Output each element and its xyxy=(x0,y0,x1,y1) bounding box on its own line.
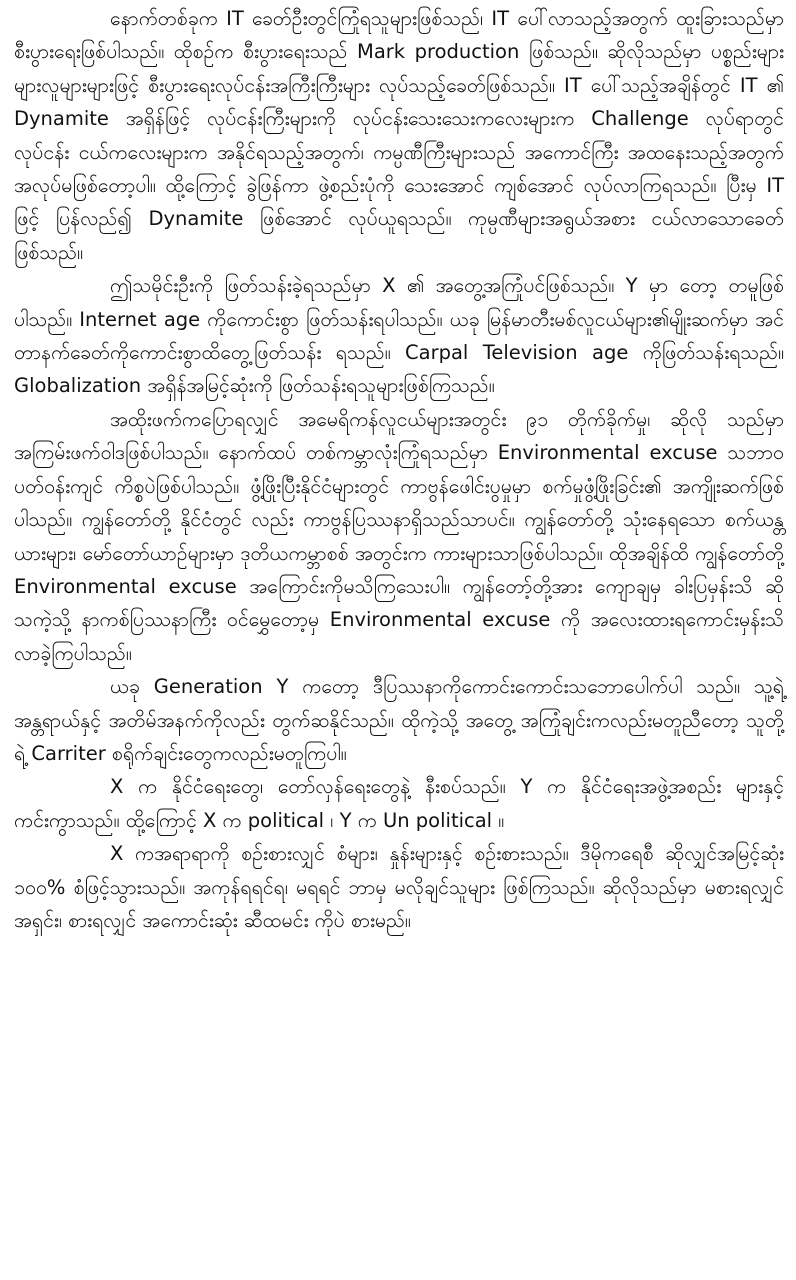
paragraph-political: X က နိုင်ငံရေးတွေ၊ တော်လှန်ရေးတွေနဲ့ နီးစပ်သည်။ Y က နိုင်ငံရေးအဖွဲ့အစည်း များနှင့် ကင်းကွာသည်။ ထို့ကြောင့် X က political ၊ Y က Un political ။ xyxy=(14,775,784,832)
paragraph-standards: X ကအရာရာကို စဉ်းစားလျှင် စံများ၊ နှုန်းများနှင့် စဉ်းစားသည်။ ဒီမိုကရေစီ ဆိုလျှင်အမြင့်ဆုံး ၁၀၀% စံဖြင့်သွားသည်။ အကုန်ရရင်ရ၊ မရရင် ဘာမှ မလိုချင်သူများ ဖြစ်ကြသည်။ ဆိုလိုသည်မှာ မစားရလျှင်အရှင်း၊ စားရလျှင် အကောင်းဆုံး ဆီထမင်း ကိုပဲ စားမည်။ xyxy=(14,842,784,932)
paragraph-internet-age: ဤသမိုင်းဦးကို ဖြတ်သန်းခဲ့ရသည်မှာ X ၏ အတွေ့အကြုံပင်ဖြစ်သည်။ Y မှာ တော့ တမူဖြစ်ပါသည်။ Internet age ကိုကောင်းစွာ ဖြတ်သန်းရပါသည်။ ယခု မြန်မာတီးမစ်လူငယ်များ၏မျိုးဆက်မှာ အင်တာနက်ခေတ်ကိုကောင်းစွာထိတွေ့ဖြတ်သန်း ရသည်။ Carpal Television age ကိုဖြတ်သန်းရသည်။ Globalization အရှိန်အမြင့်ဆုံးကို ဖြတ်သန်းရသူများဖြစ်ကြသည်။ xyxy=(14,274,784,398)
paragraph-it-era: နောက်တစ်ခုက IT ခေတ်ဦးတွင်ကြုံရသူများဖြစ်သည်၊ IT ပေါ်လာသည့်အတွက် ထူးခြားသည်မှာ စီးပွားရေးဖြစ်ပါသည်။ ထိုစဉ်က စီးပွားရေးသည် Mark production ဖြစ်သည်။ ဆိုလိုသည်မှာ ပစ္စည်းများများလူများများဖြင့် စီးပွားရေးလုပ်ငန်းအကြီးကြီးများ လုပ်သည့်ခေတ်ဖြစ်သည်။ IT ပေါ်သည့်အချိန်တွင် IT ၏ Dynamite အရှိန်ဖြင့် လုပ်ငန်းကြီးများကို လုပ်ငန်းသေးသေးကလေးများက Challenge လုပ်ရာတွင် လုပ်ငန်း ငယ်ကလေးများက အနိုင်ရသည့်အတွက်၊ ကမ္ပဏီကြီးများသည် အကောင်ကြီး အထနေးသည့်အတွက် အလုပ်မဖြစ်တော့ပါ။ ထို့ကြောင့် ခွဲဖြန်ကာ ဖွဲ့စည်းပုံကို သေးအောင် ကျစ်အောင် လုပ်လာကြရသည်။ ပြီးမှ IT ဖြင့် ပြန်လည်၍ Dynamite ဖြစ်အောင် လုပ်ယူရသည်။ ကုမ္ပဏီများအရွယ်အစား ငယ်လာသောခေတ်ဖြစ်သည်။ xyxy=(14,7,784,264)
paragraph-environmental: အထိုးဖက်ကပြောရလျှင် အမေရိကန်လူငယ်များအတွင်း ၉၁ တိုက်ခိုက်မှု၊ ဆိုလို သည်မှာ အကြမ်းဖက်ဝါဒဖြစ်ပါသည်။ နောက်ထပ် တစ်ကမ္ဘာလုံးကြုံရသည်မှာ Environmental excuse သဘာဝပတ်ဝန်းကျင် ကိစ္စပဲဖြစ်ပါသည်။ ဖွံ့ဖြိုးပြီးနိုင်ငံများတွင် ကာဗွန်ဖေါင်းပွမှုမှာ စက်မှုဖွံ့ဖြိုးခြင်း၏ အကျိုးဆက်ဖြစ်ပါသည်။ ကျွန်တော်တို့ နိုင်ငံတွင် လည်း ကာဗွန်ပြဿနာရှိသည်သာပင်။ ကျွန်တော်တို့ သုံးနေရသော စက်ယန္တယားများ၊ မော်တော်ယာဉ်များမှာ ဒုတိယကမ္ဘာစစ် အတွင်းက ကားများသာဖြစ်ပါသည်။ ထိုအချိန်ထိ ကျွန်တော်တို့ Environmental excuse အကြောင်းကိုမသိကြသေးပါ။ ကျွန်တော့်တို့အား ကျောချမှ ခါးပြမှန်းသိ ဆိုသကဲ့သို့ နာကစ်ပြဿနာကြီး ဝင်မွှေတော့မှ Environmental excuse ကို အလေးထားရကောင်းမှန်းသိ လာခဲ့ကြပါသည်။ xyxy=(14,407,784,665)
paragraph-generation-y: ယခု Generation Y ကတော့ ဒီပြဿနာကိုကောင်းကောင်းသဘောပေါက်ပါ သည်။ သူ့ရဲ့ အန္တရာယ်နှင့် အတိမ်အနက်ကိုလည်း တွက်ဆနိုင်သည်။ ထိုကဲ့သို့ အတွေ့ အကြုံချင်းကလည်းမတူညီတော့ သူတို့ရဲ့ Carriter စရိုက်ချင်းတွေကလည်းမတူကြပါ။ xyxy=(14,675,784,765)
